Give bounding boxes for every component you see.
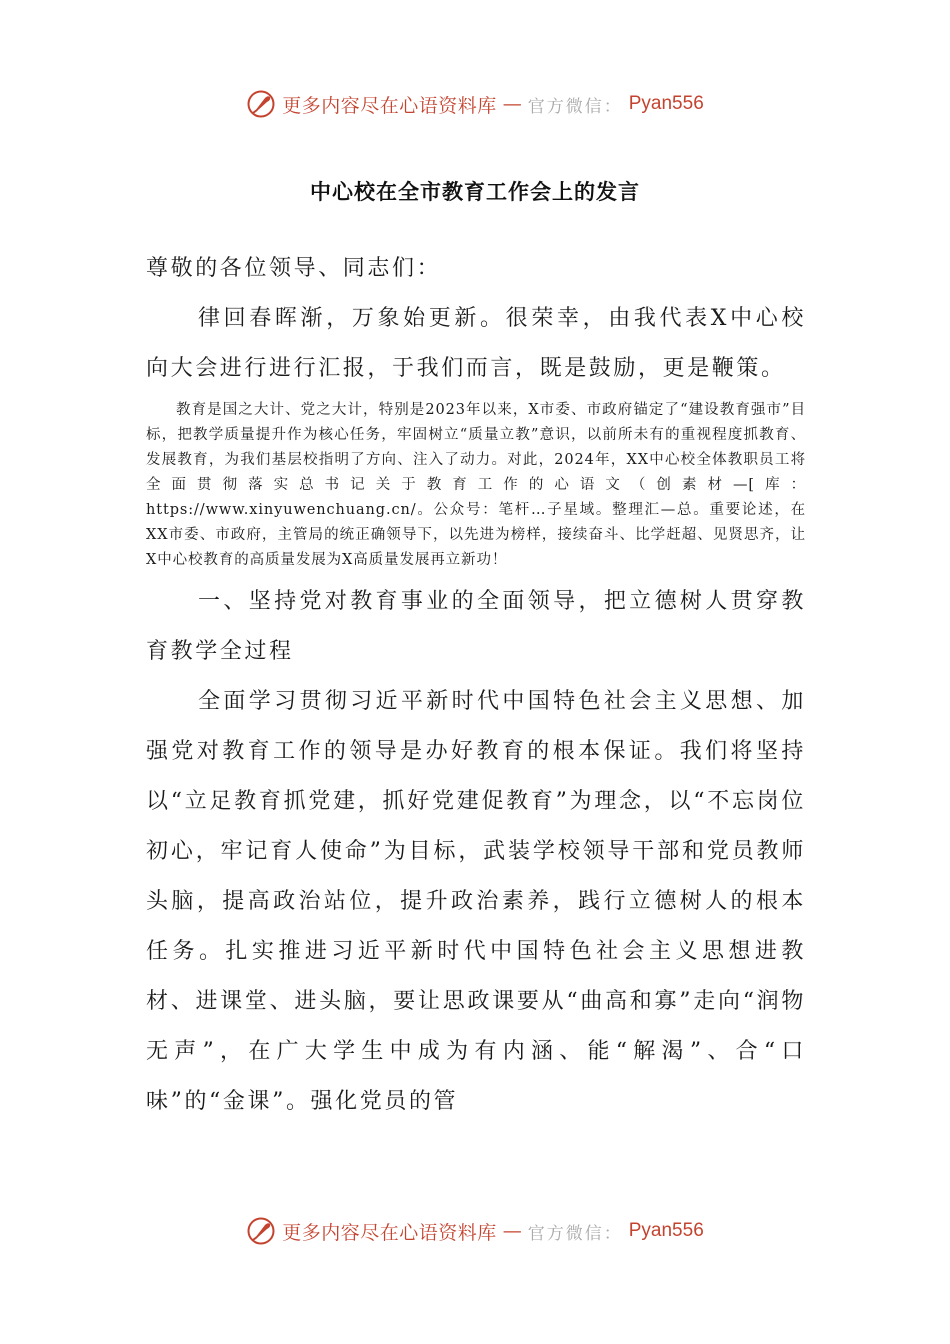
banner-dash: — bbox=[502, 93, 522, 115]
small-print-paragraph: 教育是国之大计、党之大计，特别是2023年以来，X市委、市政府锚定了“建设教育强市”目标，把教学质量提升作为核心任务，牢固树立“质量立教”意识，以前所未有的重视程度抓教育、发展教育，为我们基层校指明了方向、注入了动力。对此，2024年，XX中心校全体教职员工将全面贯彻落实总书记关于教育工作的心语文（创素材—[库：https://www.xinyuwenchuang.cn/。公众号：笔杆…子星域。整理汇—总。重要论述，在XX市委、市政府，主管局的统正确领导下，以先进为榜样，接续奋斗、比学赶超、见贤思齐，让X中心校教育的高质量发展为X高质量发展再立新功！ bbox=[146, 402, 806, 568]
intro-paragraph: 律回春晖渐，万象始更新。很荣幸，由我代表X中心校向大会进行进行汇报，于我们而言，既是鼓励，更是鞭策。 bbox=[146, 306, 806, 381]
banner-slogan: 更多内容尽在心语资料库 bbox=[282, 1221, 497, 1244]
banner-wechat-label: 官方微信： bbox=[527, 1223, 623, 1244]
banner-slogan: 更多内容尽在心语资料库 bbox=[282, 94, 497, 117]
banner-wechat-label: 官方微信： bbox=[527, 96, 623, 117]
banner-wechat-id: Pyan556 bbox=[628, 1220, 704, 1241]
header-watermark-banner bbox=[0, 84, 950, 124]
document-body bbox=[146, 244, 806, 1127]
salutation: 尊敬的各位领导、同志们： bbox=[146, 256, 442, 281]
document-title: 中心校在全市教育工作会上的发言 bbox=[310, 180, 640, 204]
quill-pen-icon bbox=[246, 89, 276, 119]
section-heading: 一、坚持党对教育事业的全面领导，把立德树人贯穿教育教学全过程 bbox=[146, 589, 806, 664]
banner-dash: — bbox=[502, 1220, 522, 1242]
section-body-paragraph: 全面学习贯彻习近平新时代中国特色社会主义思想、加强党对教育工作的领导是办好教育的根本保证。我们将坚持以“立足教育抓党建，抓好党建促教育”为理念，以“不忘岗位初心，牢记育人使命”为目标，武装学校领导干部和党员教师头脑，提高政治站位，提升政治素养，践行立德树人的根本任务。扎实推进习近平新时代中国特色社会主义思想进教材、进课堂、进头脑，要让思政课要从“曲高和寡”走向“润物无声”，在广大学生中成为有内涵、能“解渴”、合“口味”的“金课”。强化党员的管 bbox=[146, 689, 806, 1114]
banner-wechat-id: Pyan556 bbox=[628, 93, 704, 114]
footer-watermark-banner bbox=[0, 1211, 950, 1251]
quill-pen-icon bbox=[246, 1216, 276, 1246]
